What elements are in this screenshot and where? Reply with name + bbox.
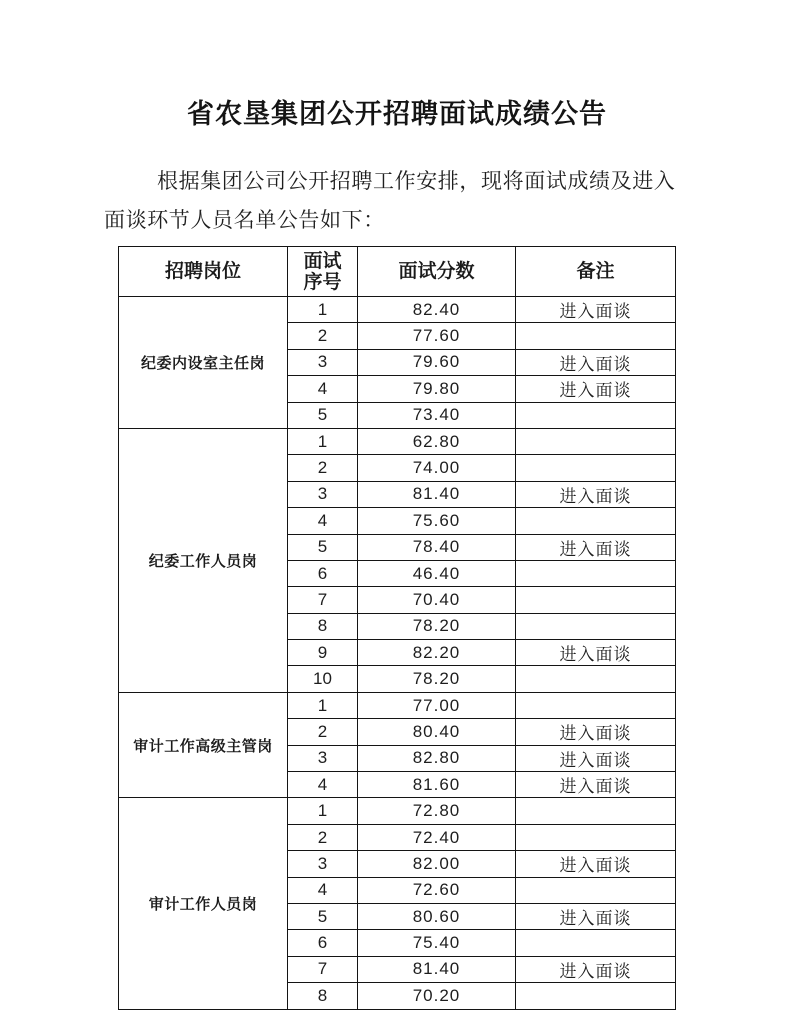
header-position: 招聘岗位 [119,247,288,297]
interview-score-cell: 81.60 [358,772,516,798]
seq-number-cell: 1 [288,428,358,454]
document-title: 省农垦集团公开招聘面试成绩公告 [187,99,607,129]
seq-number-cell: 4 [288,772,358,798]
remark-cell: 进入面谈 [516,640,676,666]
position-cell: 纪委工作人员岗 [119,428,288,692]
remark-cell: 进入面谈 [516,349,676,375]
seq-number-cell: 3 [288,745,358,771]
remark-cell [516,613,676,639]
header-interview-score: 面试分数 [358,247,516,297]
remark-cell [516,983,676,1009]
remark-cell [516,587,676,613]
position-cell: 审计工作高级主管岗 [119,692,288,798]
seq-number-cell: 5 [288,903,358,929]
remark-cell: 进入面谈 [516,772,676,798]
remark-cell: 进入面谈 [516,297,676,323]
interview-score-cell: 78.20 [358,613,516,639]
seq-number-cell: 8 [288,983,358,1009]
interview-score-cell: 74.00 [358,455,516,481]
interview-score-cell: 75.40 [358,930,516,956]
header-remark: 备注 [516,247,676,297]
seq-number-cell: 4 [288,877,358,903]
interview-score-cell: 77.00 [358,692,516,718]
remark-cell [516,692,676,718]
seq-number-cell: 4 [288,376,358,402]
seq-number-cell: 1 [288,692,358,718]
remark-cell: 进入面谈 [516,481,676,507]
remark-cell [516,877,676,903]
intro-paragraph [104,162,684,240]
interview-score-cell: 82.00 [358,851,516,877]
seq-number-cell: 2 [288,824,358,850]
seq-number-cell: 2 [288,323,358,349]
seq-number-cell: 6 [288,930,358,956]
interview-score-cell: 82.80 [358,745,516,771]
interview-score-cell: 72.60 [358,877,516,903]
position-cell: 审计工作人员岗 [119,798,288,1009]
interview-score-cell: 78.20 [358,666,516,692]
interview-score-cell: 79.80 [358,376,516,402]
seq-number-cell: 2 [288,719,358,745]
interview-score-cell: 72.80 [358,798,516,824]
interview-score-cell: 75.60 [358,508,516,534]
interview-score-cell: 82.20 [358,640,516,666]
remark-cell [516,824,676,850]
interview-score-cell: 81.40 [358,956,516,982]
remark-cell [516,508,676,534]
interview-score-cell: 70.20 [358,983,516,1009]
seq-number-cell: 10 [288,666,358,692]
remark-cell [516,930,676,956]
seq-number-cell: 6 [288,560,358,586]
interview-score-cell: 77.60 [358,323,516,349]
seq-number-cell: 2 [288,455,358,481]
interview-score-cell: 80.40 [358,719,516,745]
position-cell: 纪委内设室主任岗 [119,297,288,429]
interview-score-cell: 46.40 [358,560,516,586]
table-body [119,297,676,1010]
interview-score-cell: 80.60 [358,903,516,929]
table-row [119,297,676,323]
seq-number-cell: 7 [288,956,358,982]
seq-number-cell: 1 [288,297,358,323]
remark-cell [516,455,676,481]
interview-score-cell: 79.60 [358,349,516,375]
remark-cell: 进入面谈 [516,376,676,402]
seq-number-cell: 1 [288,798,358,824]
remark-cell: 进入面谈 [516,534,676,560]
remark-cell: 进入面谈 [516,851,676,877]
seq-number-cell: 3 [288,349,358,375]
interview-score-cell: 81.40 [358,481,516,507]
header-interview-seq: 面试序号 [288,247,358,297]
seq-number-cell: 5 [288,534,358,560]
remark-cell [516,323,676,349]
interview-score-cell: 82.40 [358,297,516,323]
table-row [119,798,676,824]
remark-cell: 进入面谈 [516,745,676,771]
interview-score-table [118,246,676,1010]
seq-number-cell: 5 [288,402,358,428]
remark-cell [516,560,676,586]
table-header-row [119,247,676,297]
seq-number-cell: 8 [288,613,358,639]
interview-score-cell: 78.40 [358,534,516,560]
seq-number-cell: 7 [288,587,358,613]
intro-line-1: 根据集团公司公开招聘工作安排，现将面试成绩及进入 [157,169,676,193]
interview-score-cell: 70.40 [358,587,516,613]
intro-line-2: 面谈环节人员名单公告如下： [104,208,385,232]
seq-number-cell: 4 [288,508,358,534]
interview-score-cell: 73.40 [358,402,516,428]
remark-cell [516,402,676,428]
remark-cell: 进入面谈 [516,956,676,982]
remark-cell: 进入面谈 [516,719,676,745]
interview-score-cell: 72.40 [358,824,516,850]
table-row [119,428,676,454]
remark-cell: 进入面谈 [516,903,676,929]
remark-cell [516,798,676,824]
table-row [119,692,676,718]
remark-cell [516,428,676,454]
seq-number-cell: 3 [288,481,358,507]
seq-number-cell: 3 [288,851,358,877]
remark-cell [516,666,676,692]
interview-score-cell: 62.80 [358,428,516,454]
seq-number-cell: 9 [288,640,358,666]
